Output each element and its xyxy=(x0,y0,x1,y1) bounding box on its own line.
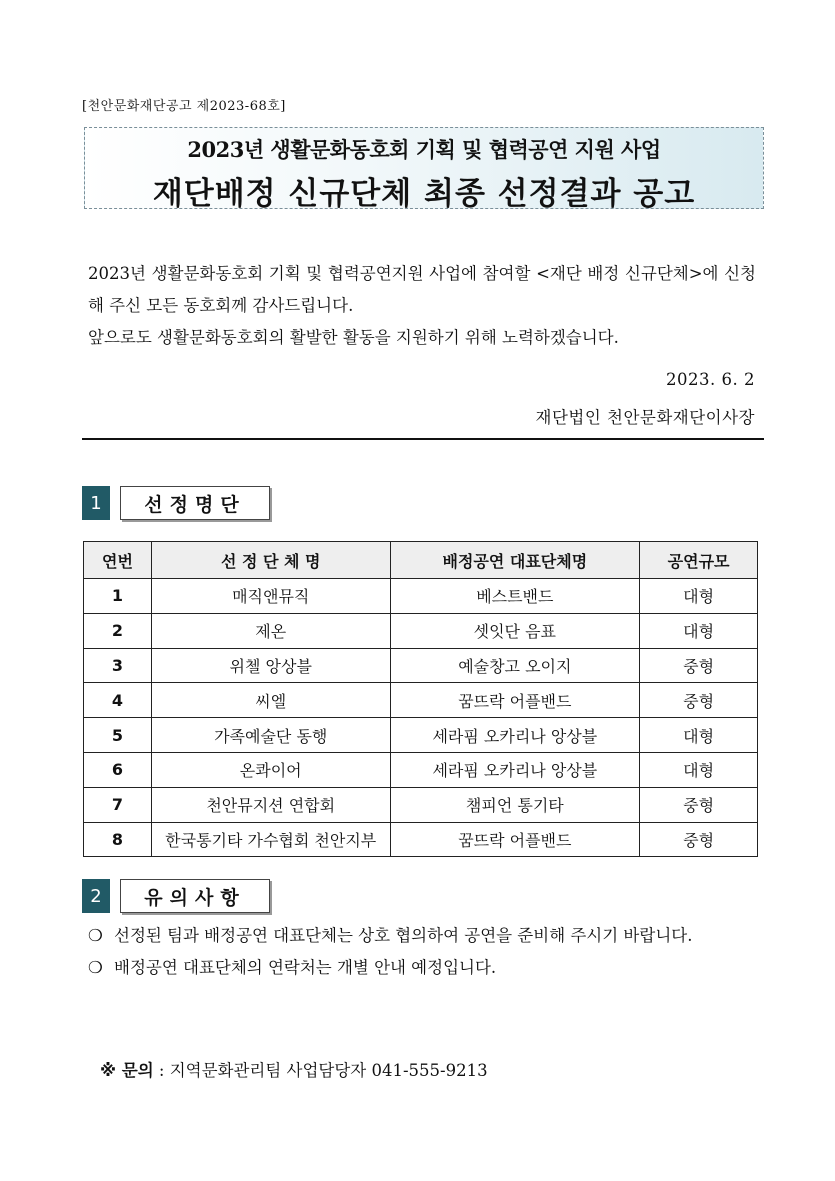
section-1-title: 선정명단 xyxy=(120,486,270,520)
section-2-heading xyxy=(82,879,270,913)
cell-scale: 중형 xyxy=(640,822,758,857)
cell-scale: 중형 xyxy=(640,683,758,718)
cell-lead-group: 예술창고 오이지 xyxy=(390,648,640,683)
contact-separator: : xyxy=(153,1061,170,1080)
section-2-title: 유의사항 xyxy=(120,879,270,913)
table-row xyxy=(84,718,758,753)
cell-group-name: 가족예술단 동행 xyxy=(151,718,390,753)
table-row xyxy=(84,648,758,683)
cell-lead-group: 꿈뜨락 어플밴드 xyxy=(390,683,640,718)
divider xyxy=(82,438,764,440)
list-item xyxy=(88,920,756,952)
cell-scale: 중형 xyxy=(640,787,758,822)
intro-paragraph-1: 2023년 생활문화동호회 기획 및 협력공연지원 사업에 참여할 <재단 배정 신규단체>에 신청해 주신 모든 동호회께 감사드립니다. xyxy=(88,264,756,315)
cell-no: 7 xyxy=(84,787,152,822)
table-row xyxy=(84,579,758,614)
table-row xyxy=(84,613,758,648)
cell-no: 5 xyxy=(84,718,152,753)
notice-number: [천안문화재단공고 제2023-68호] xyxy=(82,99,286,114)
cell-lead-group: 셋잇단 음표 xyxy=(390,613,640,648)
cell-scale: 대형 xyxy=(640,718,758,753)
cell-group-name: 온콰이어 xyxy=(151,752,390,787)
table-row xyxy=(84,787,758,822)
contact-line xyxy=(100,1057,488,1081)
intro-text xyxy=(88,258,756,354)
circle-bullet-icon: ❍ xyxy=(88,926,103,945)
notes-list xyxy=(88,920,756,984)
contact-label: ※ 문의 xyxy=(100,1061,154,1080)
page-title: 재단배정 신규단체 최종 선정결과 공고 xyxy=(152,176,696,212)
table-row xyxy=(84,683,758,718)
contact-value: 지역문화관리팀 사업담당자 041-555-9213 xyxy=(169,1061,488,1080)
cell-no: 3 xyxy=(84,648,152,683)
cell-group-name: 위첼 앙상블 xyxy=(151,648,390,683)
cell-no: 6 xyxy=(84,752,152,787)
note-text: 배정공연 대표단체의 연락처는 개별 안내 예정입니다. xyxy=(114,958,497,977)
section-2-number: 2 xyxy=(82,879,110,913)
cell-no: 1 xyxy=(84,579,152,614)
signer: 재단법인 천안문화재단이사장 xyxy=(535,408,755,427)
circle-bullet-icon: ❍ xyxy=(88,958,103,977)
cell-lead-group: 챔피언 통기타 xyxy=(390,787,640,822)
cell-no: 4 xyxy=(84,683,152,718)
cell-lead-group: 세라핌 오카리나 앙상블 xyxy=(390,718,640,753)
header-lead-group: 배정공연 대표단체명 xyxy=(390,542,640,579)
title-line1: 2023년 생활문화동호회 기획 및 협력공연 지원 사업 xyxy=(187,137,661,162)
note-text: 선정된 팀과 배정공연 대표단체는 상호 협의하여 공연을 준비해 주시기 바랍니다. xyxy=(114,926,693,945)
header-no: 연번 xyxy=(84,542,152,579)
table-header-row xyxy=(84,542,758,579)
table-row xyxy=(84,752,758,787)
cell-scale: 중형 xyxy=(640,648,758,683)
notice-date: 2023. 6. 2 xyxy=(666,370,755,389)
cell-group-name: 씨엘 xyxy=(151,683,390,718)
cell-group-name: 한국통기타 가수협회 천안지부 xyxy=(151,822,390,857)
cell-scale: 대형 xyxy=(640,613,758,648)
cell-scale: 대형 xyxy=(640,579,758,614)
cell-lead-group: 베스트밴드 xyxy=(390,579,640,614)
intro-paragraph-2: 앞으로도 생활문화동호회의 활발한 활동을 지원하기 위해 노력하겠습니다. xyxy=(88,328,619,347)
list-item xyxy=(88,952,756,984)
title-box xyxy=(84,127,764,212)
cell-lead-group: 꿈뜨락 어플밴드 xyxy=(390,822,640,857)
cell-group-name: 천안뮤지션 연합회 xyxy=(151,787,390,822)
cell-lead-group: 세라핌 오카리나 앙상블 xyxy=(390,752,640,787)
cell-scale: 대형 xyxy=(640,752,758,787)
selection-table xyxy=(83,541,758,857)
cell-no: 2 xyxy=(84,613,152,648)
table-row xyxy=(84,822,758,857)
header-scale: 공연규모 xyxy=(640,542,758,579)
cell-no: 8 xyxy=(84,822,152,857)
section-1-heading xyxy=(82,486,270,520)
cell-group-name: 매직앤뮤직 xyxy=(151,579,390,614)
section-1-number: 1 xyxy=(82,486,110,520)
header-group-name: 선 정 단 체 명 xyxy=(151,542,390,579)
cell-group-name: 제온 xyxy=(151,613,390,648)
